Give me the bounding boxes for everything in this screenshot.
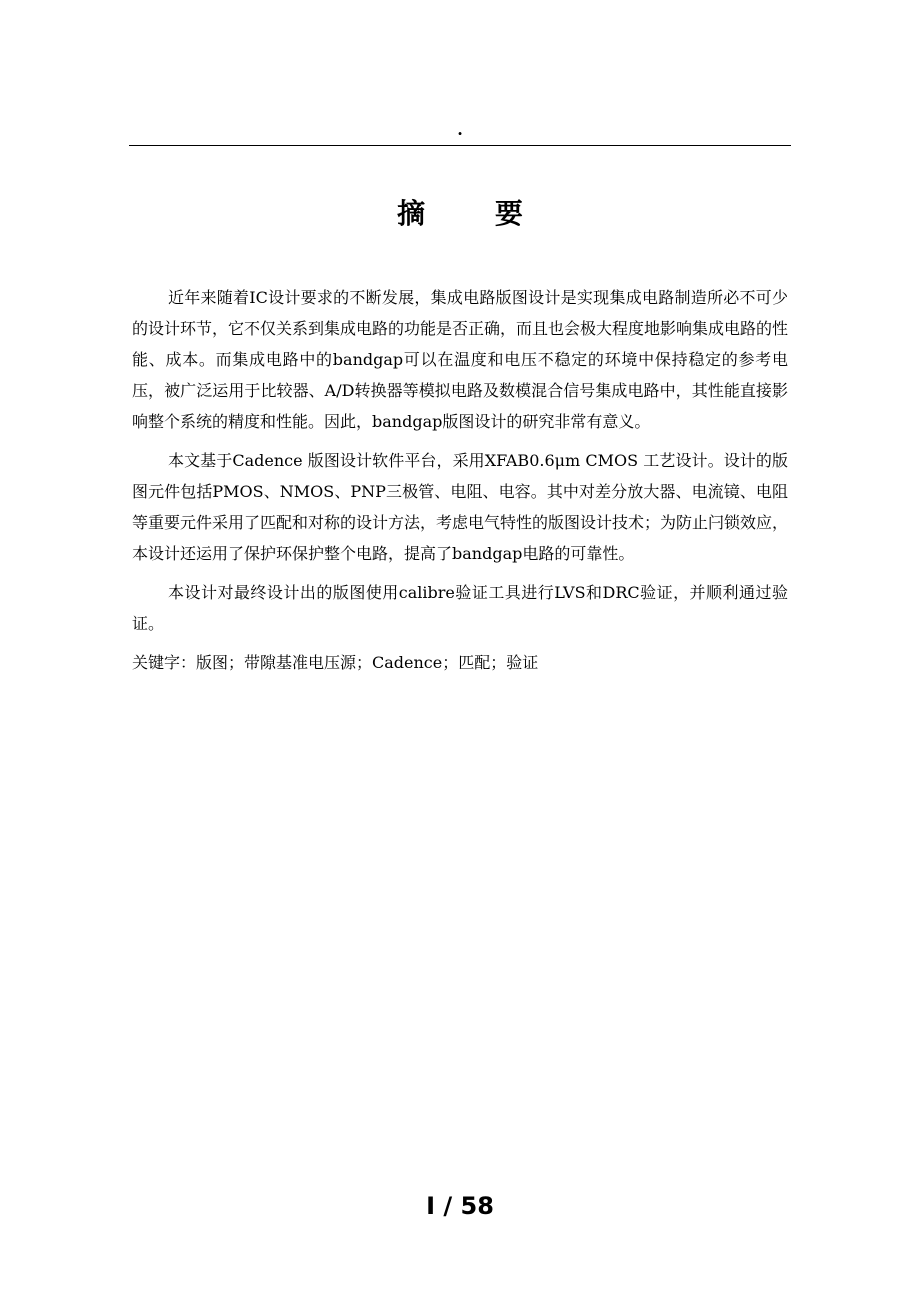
page-title: 摘 要 [397, 197, 553, 230]
abstract-paragraph-1: 近年来随着IC设计要求的不断发展，集成电路版图设计是实现集成电路制造所必不可少的设计环节，它不仅关系到集成电路的功能是否正确，而且也会极大程度地影响集成电路的性能、成本。而集成电路中的bandgap可以在温度和电压不稳定的环境中保持稳定的参考电压，被广泛运用于比较器、A/D转换器等模拟电路及数模混合信号集成电路中，其性能直接影响整个系统的精度和性能。因此，bandgap版图设计的研究非常有意义。 [132, 288, 789, 431]
header-mark: . [457, 120, 463, 139]
keywords-line: 关键字：版图；带隙基准电压源；Cadence；匹配；验证 [132, 653, 539, 672]
header-rule [129, 145, 791, 146]
abstract-body [132, 282, 788, 678]
abstract-paragraph-2: 本文基于Cadence 版图设计软件平台，采用XFAB0.6μm CMOS 工艺设计。设计的版图元件包括PMOS、NMOS、PNP三极管、电阻、电容。其中对差分放大器、电流镜、电阻等重要元件采用了匹配和对称的设计方法，考虑电气特性的版图设计技术；为防止闩锁效应，本设计还运用了保护环保护整个电路，提高了bandgap电路的可靠性。 [132, 451, 789, 563]
page-number: I / 58 [426, 1192, 494, 1220]
abstract-paragraph-3: 本设计对最终设计出的版图使用calibre验证工具进行LVS和DRC验证，并顺利通过验证。 [132, 583, 788, 633]
